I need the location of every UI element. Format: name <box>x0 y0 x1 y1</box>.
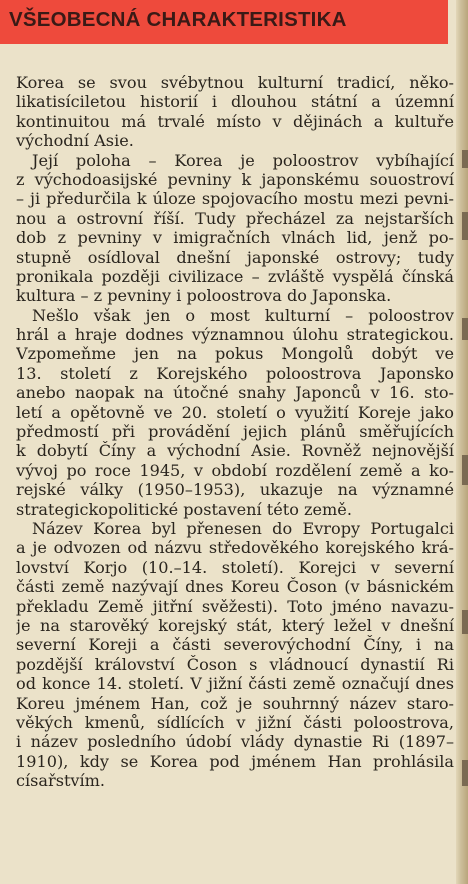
edge-mark <box>462 150 468 168</box>
page-edge <box>456 0 468 884</box>
text-line: od konce 14. století. V jižní části země označují dnes <box>16 674 454 694</box>
text-line: Korea se svou svébytnou kulturní tradicí, něko- <box>16 73 454 92</box>
text-line: likatisíciletou historií i dlouhou státní a územní <box>16 92 454 112</box>
text-line: Název Korea byl přenesen do Evropy Portugalci <box>32 518 454 538</box>
text-line: nou a ostrovní říší. Tudy přecházel za nejstarších <box>16 208 454 228</box>
text-line: 13. století z Korejského poloostrova Japonsko <box>16 363 454 383</box>
text-line: hrál a hraje dodnes významnou úlohu strategickou. <box>16 325 454 345</box>
text-line: i název posledního údobí vlády dynastie Ri (1897– <box>16 732 454 752</box>
text-line: Nešlo však jen o most kulturní – poloostrov <box>32 305 454 325</box>
text-line: z východoasijské pevniny k japonskému souostroví <box>16 169 454 189</box>
text-line: kontinuitou má trvalé místo v dějinách a kultuře <box>16 111 454 131</box>
paragraph <box>16 306 454 519</box>
text-line: dob z pevniny v imigračních vlnách lid, jenž po- <box>16 228 454 248</box>
edge-mark <box>462 318 468 340</box>
text-line: Vzpomeňme jen na pokus Mongolů dobýt ve <box>16 344 454 364</box>
text-line: lovství Korjo (10.–14. století). Korejci v severní <box>16 557 454 577</box>
paragraph <box>16 73 454 151</box>
text-line: severní Koreji a části severovýchodní Číny, i na <box>16 635 454 655</box>
paragraph <box>16 151 454 306</box>
edge-mark <box>462 455 468 485</box>
edge-mark <box>462 212 468 240</box>
text-line: věkých kmenů, sídlících v jižní části poloostrova, <box>16 712 454 732</box>
text-line: stupně osídloval dnešní japonské ostrovy; tudy <box>16 247 454 267</box>
text-line: rejské války (1950–1953), ukazuje na významné <box>16 480 454 500</box>
text-line: části země nazývají dnes Koreu Čoson (v básnickém <box>16 577 454 597</box>
text-line: Její poloha – Korea je poloostrov vybíhající <box>32 150 454 170</box>
text-line: císařstvím. <box>16 771 106 791</box>
text-line: – ji předurčila k úloze spojovacího mostu mezi pevni- <box>16 189 454 209</box>
text-line: je na starověký korejský stát, který ležel v dnešní <box>16 615 454 635</box>
text-line: a je odvozen od názvu středověkého korejského krá- <box>16 538 454 558</box>
body-text <box>16 73 454 790</box>
text-line: předmostí při provádění jejich plánů směřujících <box>16 422 454 442</box>
text-line: pronikala později civilizace – zvláště vyspělá čínská <box>16 266 454 286</box>
text-line: Koreu jménem Han, což je souhrnný název staro- <box>16 693 454 713</box>
text-line: vývoj po roce 1945, v období rozdělení země a ko- <box>16 460 454 480</box>
page-heading: VŠEOBECNÁ CHARAKTERISTIKA <box>9 8 347 31</box>
text-line: překladu Země jitřní svěžesti). Toto jméno navazu- <box>16 596 454 616</box>
text-line: 1910), kdy se Korea pod jménem Han prohlásila <box>16 751 454 771</box>
text-line: východní Asie. <box>16 131 134 151</box>
text-line: kultura – z pevniny i poloostrova do Japonska. <box>16 286 392 306</box>
heading-band <box>0 0 448 44</box>
text-line: anebo naopak na útočné snahy Japonců v 16. sto- <box>16 383 454 403</box>
paragraph <box>16 519 454 790</box>
text-line: letí a opětovně ve 20. století o využití Koreje jako <box>16 402 454 422</box>
edge-mark <box>462 610 468 634</box>
edge-mark <box>462 760 468 786</box>
text-line: pozdější království Čoson s vládnoucí dynastií Ri <box>16 654 454 674</box>
text-line: strategickopolitické postavení této země. <box>16 499 352 519</box>
text-line: k dobytí Číny a východní Asie. Rovněž nejnovější <box>16 441 454 461</box>
